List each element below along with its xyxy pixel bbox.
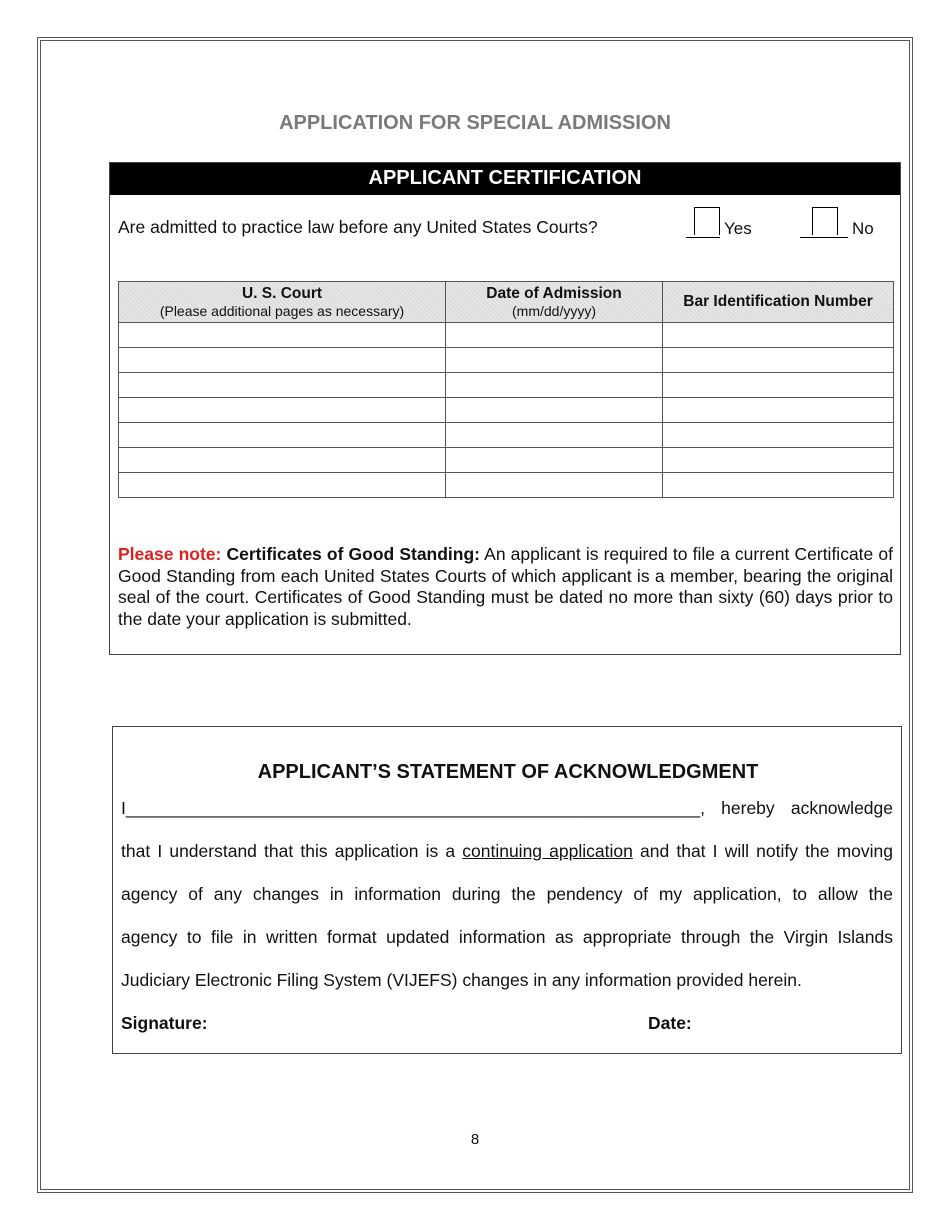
court-cell[interactable] — [119, 373, 446, 398]
bar-id-cell[interactable] — [663, 398, 894, 423]
ack-prefix: I — [121, 798, 126, 818]
yes-checkbox[interactable] — [694, 207, 720, 235]
date-cell[interactable] — [446, 398, 663, 423]
no-checkbox[interactable] — [812, 207, 838, 235]
court-cell[interactable] — [119, 423, 446, 448]
yes-option — [686, 207, 752, 238]
yes-label: Yes — [724, 219, 752, 238]
no-option — [800, 207, 874, 238]
court-cell[interactable] — [119, 398, 446, 423]
signature-label: Signature: — [121, 1013, 208, 1033]
bar-id-cell[interactable] — [663, 423, 894, 448]
court-cell[interactable] — [119, 348, 446, 373]
court-column-title: U. S. Court — [241, 284, 323, 302]
acknowledgment-line-3: agency of any changes in information during the pendency of my application, to allow the — [121, 884, 893, 904]
note-label: Please note: — [118, 544, 222, 564]
no-checkbox-line — [800, 207, 848, 238]
bar-id-cell[interactable] — [663, 348, 894, 373]
certification-header: APPLICANT CERTIFICATION — [110, 163, 900, 195]
court-cell[interactable] — [119, 448, 446, 473]
acknowledgment-line-5: Judiciary Electronic Filing System (VIJEFS) changes in any information provided herein. — [121, 970, 802, 990]
applicant-name-blank[interactable]: ___________________________________________________________ — [125, 798, 701, 818]
column-header-bar-id — [663, 282, 894, 323]
acknowledgment-line-4: agency to file in written format updated information as appropriate through the Virgin Islands — [121, 927, 893, 947]
bar-id-cell[interactable] — [663, 448, 894, 473]
table-row — [119, 423, 894, 448]
date-cell[interactable] — [446, 448, 663, 473]
bar-id-cell[interactable] — [663, 473, 894, 498]
court-column-subtitle: (Please additional pages as necessary) — [159, 302, 405, 319]
date-label: Date: — [648, 1013, 692, 1033]
date-cell[interactable] — [446, 423, 663, 448]
date-column-subtitle: (mm/dd/yyyy) — [512, 302, 596, 319]
table-header-row — [119, 282, 894, 323]
yes-checkbox-line — [686, 207, 720, 238]
bar-id-cell[interactable] — [663, 323, 894, 348]
page-number: 8 — [470, 1131, 480, 1148]
column-header-date — [446, 282, 663, 323]
table-row — [119, 398, 894, 423]
document-title: APPLICATION FOR SPECIAL ADMISSION — [279, 112, 671, 134]
bar-id-column-title: Bar Identification Number — [683, 293, 873, 310]
court-cell[interactable] — [119, 473, 446, 498]
date-column-title: Date of Admission — [486, 284, 622, 302]
date-cell[interactable] — [446, 323, 663, 348]
acknowledgment-section — [112, 726, 902, 1054]
court-cell[interactable] — [119, 323, 446, 348]
note-heading: Certificates of Good Standing: — [226, 544, 480, 564]
table-row — [119, 323, 894, 348]
acknowledgment-line-1 — [121, 797, 893, 819]
continuing-application-text: continuing application — [462, 841, 633, 861]
date-cell[interactable] — [446, 473, 663, 498]
table-row — [119, 473, 894, 498]
table-row — [119, 448, 894, 473]
ack-line2-prefix: that I understand that this application is a — [121, 841, 463, 861]
note-text: An applicant is required to file a current Certificate of Good Standing from each United States Courts of which applicant is a member, bearing the original seal of the court. Certificates of Good Standing must be dated no more than sixty (60) days prior to the date your application is submitted. — [118, 544, 893, 629]
admission-question: Are admitted to practice law before any United States Courts? — [118, 217, 598, 237]
acknowledgment-line-2 — [121, 840, 893, 862]
table-row — [119, 373, 894, 398]
ack-suffix: , hereby acknowledge — [700, 798, 893, 818]
date-cell[interactable] — [446, 373, 663, 398]
no-label: No — [852, 219, 874, 238]
column-header-court — [119, 282, 446, 323]
acknowledgment-title: APPLICANT’S STATEMENT OF ACKNOWLEDGMENT — [257, 761, 759, 783]
ack-line2-suffix: and that I will notify the moving — [632, 841, 893, 861]
certification-section — [109, 162, 901, 655]
table-row — [119, 348, 894, 373]
bar-id-cell[interactable] — [663, 373, 894, 398]
good-standing-note — [118, 544, 893, 630]
date-cell[interactable] — [446, 348, 663, 373]
court-admissions-table — [118, 281, 894, 498]
